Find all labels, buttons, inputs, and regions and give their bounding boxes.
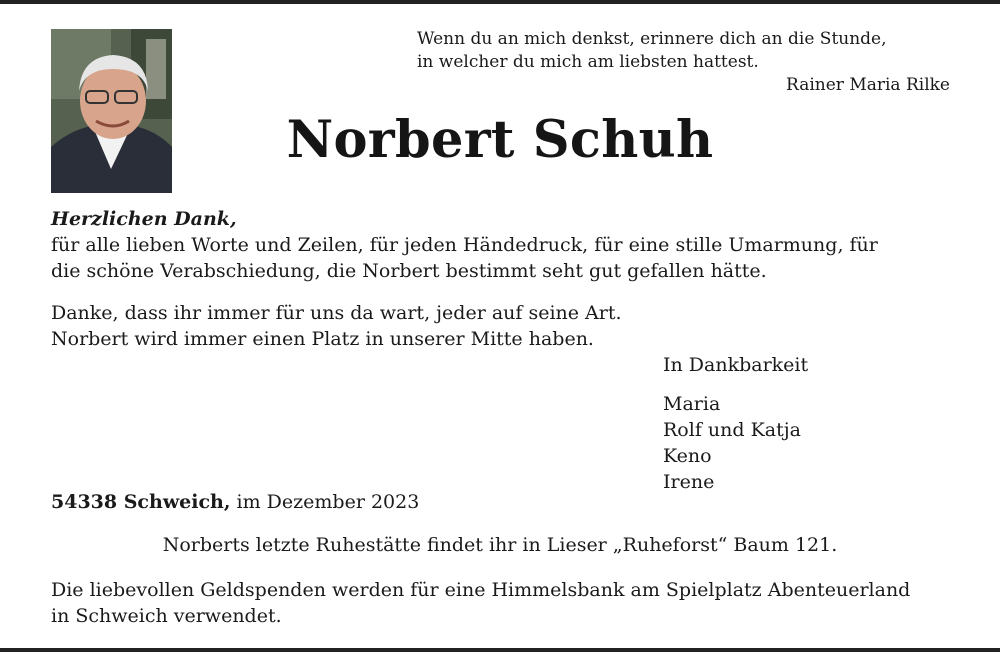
quote-line-2: in welcher du mich am liebsten hattest. <box>417 52 759 72</box>
top-border <box>0 0 1000 4</box>
place-and-date <box>51 489 419 515</box>
gratitude-line-2: Norbert wird immer einen Platz in unserer Mitte haben. <box>51 328 594 350</box>
gratitude-paragraph <box>51 300 961 352</box>
signer-name: Rolf und Katja <box>663 419 801 441</box>
donations-line-2: in Schweich verwendet. <box>51 605 282 627</box>
signer-name: Keno <box>663 445 712 467</box>
closing-phrase: In Dankbarkeit <box>663 354 809 376</box>
thanks-paragraph <box>51 206 961 284</box>
place-date: im Dezember 2023 <box>236 491 420 513</box>
signer-name: Maria <box>663 393 721 415</box>
gratitude-line-1: Danke, dass ihr immer für uns da wart, jeder auf seine Art. <box>51 302 622 324</box>
thanks-line-2: die schöne Verabschiedung, die Norbert bestimmt seht gut gefallen hätte. <box>51 260 767 282</box>
thanks-heading: Herzlichen Dank, <box>51 208 237 230</box>
quote-line-1: Wenn du an mich denkst, erinnere dich an die Stunde, <box>417 29 887 49</box>
quote-author: Rainer Maria Rilke <box>786 75 950 95</box>
donations-line-1: Die liebevollen Geldspenden werden für eine Himmelsbank am Spielplatz Abenteuerland <box>51 579 911 601</box>
signer-name: Irene <box>663 471 715 493</box>
place-city: 54338 Schweich, <box>51 491 231 513</box>
bottom-border <box>0 648 1000 652</box>
deceased-name: Norbert Schuh <box>286 110 714 170</box>
signature-block <box>663 352 808 495</box>
thanks-line-1: für alle lieben Worte und Zeilen, für jeden Händedruck, für eine stille Umarmung, für <box>51 234 878 256</box>
resting-place-text: Norberts letzte Ruhestätte findet ihr in Lieser „Ruheforst“ Baum 121. <box>162 534 838 556</box>
donations-paragraph <box>51 577 910 629</box>
rilke-quote <box>417 28 950 97</box>
